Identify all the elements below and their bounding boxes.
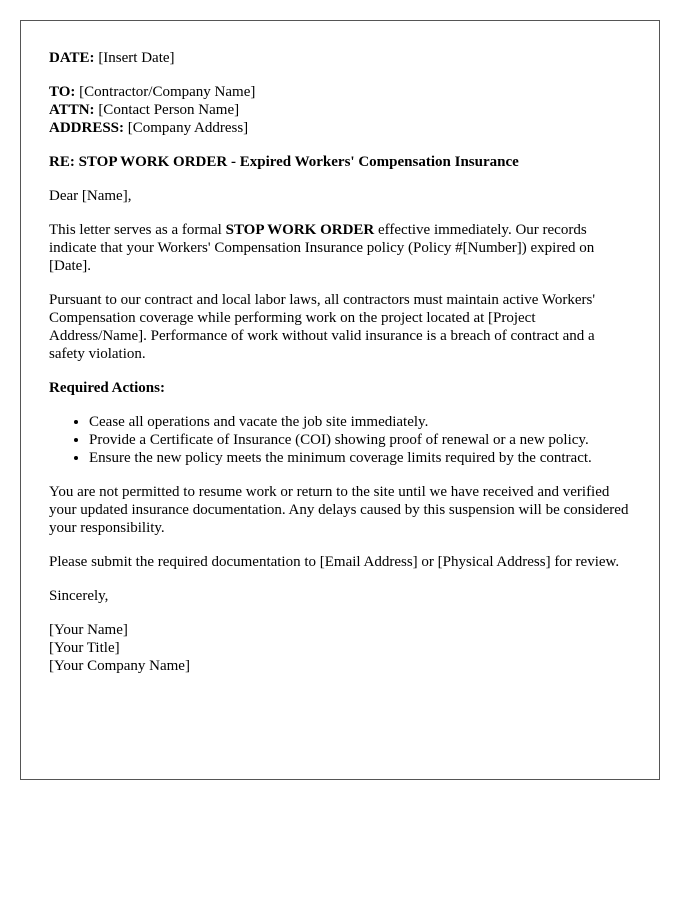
address-value: [Company Address] — [124, 120, 249, 136]
action-item: • Cease all operations and vacate the job site immediately. — [89, 413, 631, 431]
date-label: DATE: — [49, 50, 95, 66]
to-line — [49, 83, 631, 101]
salutation: Dear [Name], — [49, 188, 132, 204]
to-label: TO: — [49, 84, 76, 100]
paragraph-resume-conditions: You are not permitted to resume work or return to the site until we have received and verified your updated insurance documentation. Any delays caused by this suspension will be considered your responsibility. — [49, 484, 629, 536]
signature-company: [Your Company Name] — [49, 658, 190, 674]
signature-title: [Your Title] — [49, 640, 120, 656]
required-actions-list — [49, 413, 631, 467]
signature-name: [Your Name] — [49, 622, 128, 638]
attn-label: ATTN: — [49, 102, 95, 118]
subject-line — [49, 153, 631, 171]
recipient-block — [49, 83, 631, 137]
action-item: • Provide a Certificate of Insurance (COI) showing proof of renewal or a new policy. — [89, 431, 631, 449]
actions-heading — [49, 379, 631, 397]
to-value: [Contractor/Company Name] — [75, 84, 256, 100]
date-value: [Insert Date] — [94, 50, 175, 66]
p1-emphasis: STOP WORK ORDER — [225, 222, 375, 238]
p1-intro: This letter serves as a formal — [49, 222, 226, 238]
signature-block — [49, 621, 631, 675]
address-label: ADDRESS: — [49, 120, 125, 136]
address-line — [49, 119, 631, 137]
subject-text: RE: STOP WORK ORDER - Expired Workers' Compensation Insurance — [49, 154, 519, 170]
attn-line — [49, 101, 631, 119]
date-line — [49, 49, 631, 67]
attn-value: [Contact Person Name] — [94, 102, 240, 118]
closing: Sincerely, — [49, 588, 109, 604]
stop-work-order-letter — [20, 20, 660, 780]
paragraph-stop-order — [49, 221, 631, 275]
actions-heading-text: Required Actions: — [49, 380, 165, 396]
paragraph-submission: Please submit the required documentation to [Email Address] or [Physical Address] for review. — [49, 554, 620, 570]
paragraph-requirement: Pursuant to our contract and local labor laws, all contractors must maintain active Workers' Compensation coverage while performing work on the project located at [Project Address/Name]. Performance of work without valid insurance is a breach of contract and a safety violation. — [49, 292, 596, 362]
p1-rest: effective immediately. Our records indicate that your Workers' Compensation Insurance policy (Policy #[Number]) expired on [Date]. — [49, 222, 595, 274]
action-item: • Ensure the new policy meets the minimum coverage limits required by the contract. — [89, 449, 631, 467]
